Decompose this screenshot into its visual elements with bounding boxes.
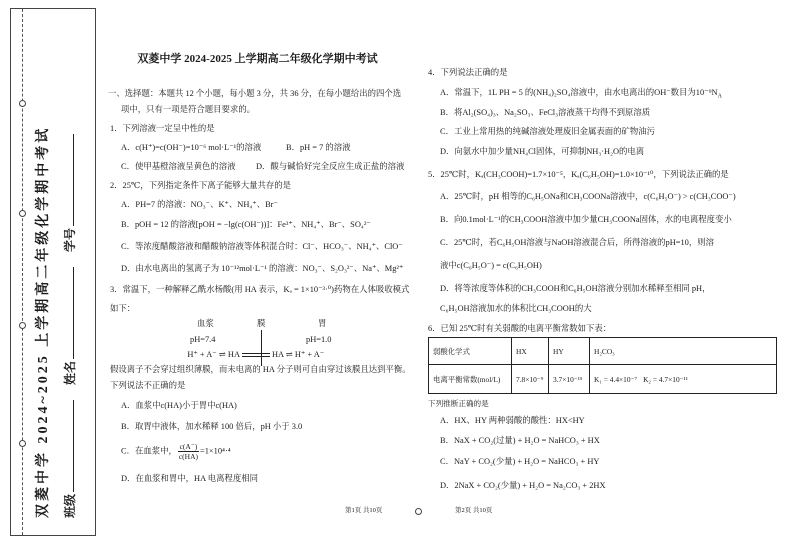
name-label: 姓名 <box>63 360 77 385</box>
class-blank <box>61 400 74 492</box>
binding-ring-icon <box>19 440 26 447</box>
q6-option-a: A．HX、HY 两种弱酸的酸性：HX<HY <box>440 416 585 425</box>
q5-stem: 5．25℃时，Kₐ(CH₃COOH)=1.7×10⁻⁵，Kₐ(C₆H₅OH)=1.0×10⁻¹⁰，下列说法正确的是 <box>428 170 729 179</box>
binding-ring-icon <box>19 100 26 107</box>
q3-question: 下列说法不正确的是 <box>110 381 186 390</box>
name-blank <box>61 267 74 359</box>
q3-option-c-suffix: =1×10⁴·⁴ <box>200 446 231 456</box>
table-header-cell: HX <box>512 338 549 365</box>
student-id-blank <box>61 134 74 226</box>
class-label: 班级 <box>63 493 77 518</box>
q6-stem: 6．已知 25℃时有关弱酸的电离平衡常数如下表： <box>428 324 612 333</box>
footer-left-page-number: 第1页 共10页 <box>345 507 383 514</box>
section-instructions-line2: 项中，只有一项是符合题目要求的。 <box>121 105 255 114</box>
q6-option-c: C．NaY + CO₂(少量) + H₂O = NaHCO₃ + HY <box>440 457 600 466</box>
student-id-label: 学号 <box>63 227 77 252</box>
q1-option-d: D．酸与碱恰好完全反应生成正盐的溶液 <box>256 162 405 171</box>
q3-stem-line2: 如下： <box>110 304 136 313</box>
q6-option-b: B．NaX + CO₂(过量) + H₂O = NaHCO₃ + HX <box>440 436 600 445</box>
q3-stem-line1: 3．常温下，一种解释乙酰水杨酸(用 HA 表示，Kₐ = 1×10⁻³·⁰)药物在人体吸收模式 <box>110 285 410 294</box>
q6-option-d: D．2NaX + CO₂(少量) + H₂O = Na₂CO₃ + 2HX <box>440 481 606 490</box>
q4-option-a <box>440 87 722 99</box>
diagram-stomach-label: 胃 <box>318 319 327 328</box>
q6-question: 下列推断正确的是 <box>428 399 489 408</box>
acid-constants-table <box>428 337 777 394</box>
table-cell-hx: 7.8×10⁻⁹ <box>512 365 549 394</box>
table-cell-hy: 3.7×10⁻¹⁵ <box>549 365 590 394</box>
q3-option-b: B．取胃中液体，加水稀释 100 倍后，pH 小于 3.0 <box>121 422 303 431</box>
q3-option-a: A．血浆中c(HA)小于胃中c(HA) <box>121 401 237 410</box>
q4-stem: 4．下列说法正确的是 <box>428 68 508 77</box>
table-header-row <box>429 338 777 365</box>
q4-option-a-text: A．常温下，1L PH = 5 的(NH₄)₂SO₄溶液中，由水电离出的OH⁻数目为10⁻⁹N <box>440 88 718 97</box>
q5-option-b: B．向0.1mol·L⁻¹的CH₃COOH溶液中加少量CH₃COONa固体，水的电离程度变小 <box>440 215 732 224</box>
q4-option-d: D．向氨水中加少量NH₄Cl固体，可抑制NH₃·H₂O的电离 <box>440 147 645 156</box>
h2co3-k1: K₁ = 4.4×10⁻⁷ <box>594 374 638 384</box>
diagram-membrane-label: 膜 <box>257 319 266 328</box>
q3-option-d: D．在血浆和胃中，HA 电离程度相同 <box>121 474 259 483</box>
q5-option-a: A．25℃时，pH 相等的C₆H₅ONa和CH₃COONa溶液中，c(C₆H₅O⁻) > c(CH₃COO⁻) <box>440 192 736 201</box>
table-header-cell: H₂CO₃ <box>590 338 777 365</box>
diagram-plasma-equilibrium: H⁺ + A⁻ ⇌ HA <box>187 350 240 359</box>
binding-strip-text <box>34 96 90 526</box>
q3-option-c <box>121 442 231 461</box>
section-instructions-line1: 一、选择题：本题共 12 个小题，每小题 3 分，共 36 分，在每小题给出的四个选 <box>108 89 402 98</box>
strip-exam-title: 双菱中学 2024~2025 上学期高二年级化学期中考试 <box>36 125 51 518</box>
q2-option-a: A．PH=7 的溶液：NO₃⁻、K⁺、NH₄⁺、Br⁻ <box>121 200 278 209</box>
q3-option-c-prefix: C．在血浆中， <box>121 446 177 456</box>
q3-option-c-fraction <box>178 442 199 461</box>
table-row <box>429 365 777 394</box>
diagram-ha-diffusion-connector <box>242 353 270 357</box>
student-info-line <box>60 96 80 526</box>
fraction-denominator: c(HA) <box>178 452 199 461</box>
footer-right-page-number: 第2页 共10页 <box>455 507 493 514</box>
binding-ring-icon <box>19 210 26 217</box>
diagram-membrane-line <box>261 330 262 366</box>
binding-dashed-line <box>22 9 23 535</box>
q5-option-c-line2: 液中c(C₆H₅O⁻) = c(C₆H₅OH) <box>440 261 542 270</box>
diagram-stomach-ph: pH=1.0 <box>306 335 332 344</box>
q2-option-b: B．pOH = 12 的溶液[pOH = −lg(c(OH⁻))]：Fe³⁺、NH₄⁺、Br⁻、SO₄²⁻ <box>121 220 371 229</box>
diagram-plasma-label: 血浆 <box>197 319 214 328</box>
diagram-stomach-equilibrium: HA ⇌ H⁺ + A⁻ <box>272 350 325 359</box>
table-header-cell: HY <box>549 338 590 365</box>
q5-option-d-line2: C₆H₅OH溶液加水的体积比CH₃COOH的大 <box>440 304 592 313</box>
table-header-cell: 弱酸化学式 <box>429 338 512 365</box>
diagram-plasma-ph: pH=7.4 <box>190 335 216 344</box>
q4-option-b: B．将Al₂(SO₄)₃、Na₂SO₃、FeCl₃溶液蒸干均得不到原溶质 <box>440 108 651 117</box>
page-title: 双菱中学 2024-2025 上学期高二年级化学期中考试 <box>137 53 378 65</box>
q4-option-a-subscript: A <box>717 93 722 100</box>
q5-option-d-line1: D．将等浓度等体积的CH₃COOH和C₆H₅OH溶液分别加水稀释至相同 pH， <box>440 284 711 293</box>
fold-mark-icon <box>415 508 422 515</box>
q1-option-a: A．c(H⁺)=c(OH⁻)=10⁻⁶ mol·L⁻¹的溶液 <box>121 143 262 152</box>
q4-option-c: C．工业上常用热的纯碱溶液处理废旧金属表面的矿物油污 <box>440 127 655 136</box>
q2-stem: 2．25℃，下列指定条件下离子能够大量共存的是 <box>110 181 292 190</box>
fraction-numerator: c(A⁻) <box>179 442 198 451</box>
table-cell-h2co3 <box>590 365 777 394</box>
q1-option-b: B．pH = 7 的溶液 <box>286 143 351 152</box>
q2-option-c: C．等浓度醋酸溶液和醋酸钠溶液等体积混合时：Cl⁻、HCO₃⁻、NH₄⁺、ClO⁻ <box>121 242 403 251</box>
q2-option-d: D．由水电离出的氢离子为 10⁻¹²mol·L⁻¹ 的溶液：NO₃⁻、S₂O₃²⁻、Na⁺、Mg²⁺ <box>121 264 404 273</box>
binding-ring-icon <box>19 322 26 329</box>
q5-option-c-line1: C．25℃时，若C₆H₅OH溶液与NaOH溶液混合后，所得溶液的pH=10，则溶 <box>440 238 714 247</box>
h2co3-k2: K₂ = 4.7×10⁻¹¹ <box>643 374 688 384</box>
table-row-label: 电离平衡常数(mol/L) <box>429 365 512 394</box>
q3-assumption: 假设离子不会穿过组织薄膜，而未电离的 HA 分子则可自由穿过该膜且达到平衡。 <box>110 365 411 374</box>
q1-stem: 1．下列溶液一定呈中性的是 <box>110 124 215 133</box>
q1-option-c: C．使甲基橙溶液呈黄色的溶液 <box>121 162 236 171</box>
